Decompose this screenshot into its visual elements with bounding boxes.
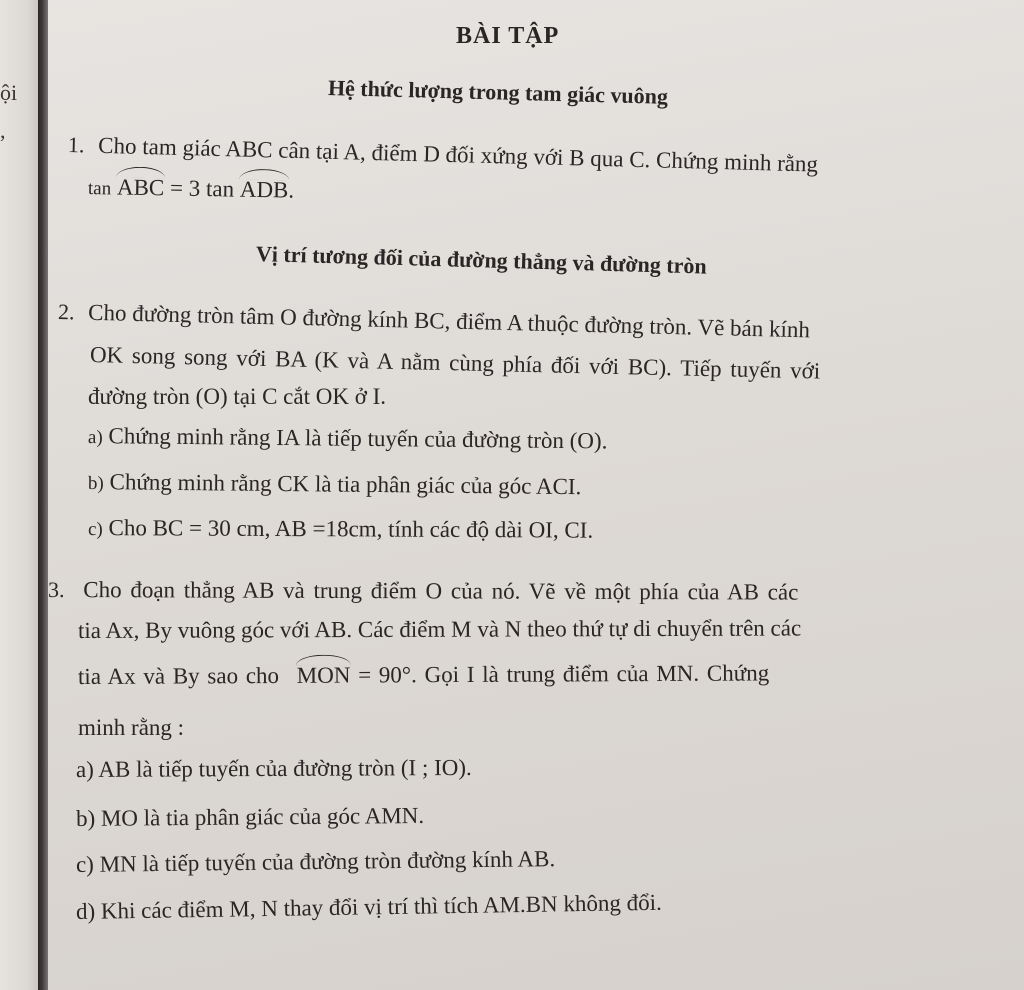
formula-equals: = 3 (169, 175, 201, 201)
problem-3-part-c (76, 847, 555, 876)
left-page-edge (0, 0, 40, 990)
problem-3-line-1 (48, 578, 798, 604)
problem-2-line-1 (58, 300, 810, 341)
problem-3-text-3b: . Gọi I là trung điểm của MN. Chứng (411, 660, 770, 688)
part-text: Khi các điểm M, N thay đổi vị trí thì tích AM.BN không đổi. (100, 889, 662, 924)
book-spine (38, 0, 48, 990)
left-page-fragment: , (0, 118, 6, 143)
problem-1-number: 1. (67, 132, 85, 158)
problem-1-formula (88, 175, 295, 202)
part-text: MN là tiếp tuyến của đường tròn đường kính AB. (99, 846, 556, 877)
problem-3-part-d (76, 891, 662, 923)
problem-3-text-3a: tia Ax và By sao cho (77, 662, 280, 689)
part-label: a) (75, 756, 94, 782)
problem-2-line-3: đường tròn (O) tại C cắt OK ở I. (88, 384, 387, 409)
left-page-fragment: ội (0, 80, 18, 105)
problem-2-part-b (88, 470, 582, 498)
problem-3-number: 3. (47, 577, 65, 603)
problem-2-line-2: OK song song với BA (K và A nằm cùng phía đối với BC). Tiếp tuyến với (89, 342, 821, 384)
angle-mon: MON (296, 662, 351, 688)
textbook-page (48, 0, 1024, 990)
problem-2-part-c (88, 516, 593, 542)
problem-1-text: Cho tam giác ABC cân tại A, điểm D đối xứng với B qua C. Chứng minh rằng (97, 132, 819, 177)
part-text: Cho BC = 30 cm, AB =18cm, tính các độ dài OI, CI. (108, 515, 594, 543)
part-text: AB là tiếp tuyến của đường tròn (I ; IO). (98, 754, 472, 782)
formula-tan-2: tan (205, 176, 235, 202)
problem-3-line-2: tia Ax, By vuông góc với AB. Các điểm M và N theo thứ tự di chuyển trên các (77, 615, 802, 643)
part-label: c) (87, 519, 103, 541)
part-label: d) (75, 898, 96, 924)
problem-3-line-3 (78, 661, 769, 688)
part-label: b) (75, 805, 96, 831)
problem-2-number: 2. (57, 299, 75, 325)
part-label: a) (87, 427, 103, 449)
problem-2-part-a (88, 424, 608, 452)
part-label: c) (75, 851, 95, 877)
angle-abc: ABC (116, 174, 165, 201)
part-text: Chứng minh rằng CK là tia phân giác của góc ACI. (109, 469, 582, 500)
section-heading-2: Vị trí tương đối của đường thẳng và đường tròn (255, 241, 708, 279)
part-text: MO là tia phân giác của góc AMN. (100, 802, 425, 831)
problem-3-part-b (76, 804, 424, 830)
problem-3-line-4: minh rằng : (78, 715, 185, 740)
section-heading-1: Hệ thức lượng trong tam giác vuông (327, 75, 669, 109)
angle-adb: ADB (239, 176, 289, 203)
angle-mon-value: = 90° (358, 662, 412, 688)
problem-2-text-1: Cho đường tròn tâm O đường kính BC, điểm A thuộc đường tròn. Vẽ bán kính (87, 299, 811, 343)
problem-1-line-1 (68, 133, 819, 176)
part-label: b) (87, 473, 104, 495)
problem-3-text-1: Cho đoạn thẳng AB và trung điểm O của nó. Vẽ về một phía của AB các (83, 577, 799, 605)
page-title: BÀI TẬP (456, 23, 560, 49)
formula-tan-1: tan (87, 178, 112, 200)
formula-period: . (288, 177, 295, 203)
problem-3-part-a (76, 756, 472, 781)
part-text: Chứng minh rằng IA là tiếp tuyến của đường tròn (O). (108, 423, 608, 454)
